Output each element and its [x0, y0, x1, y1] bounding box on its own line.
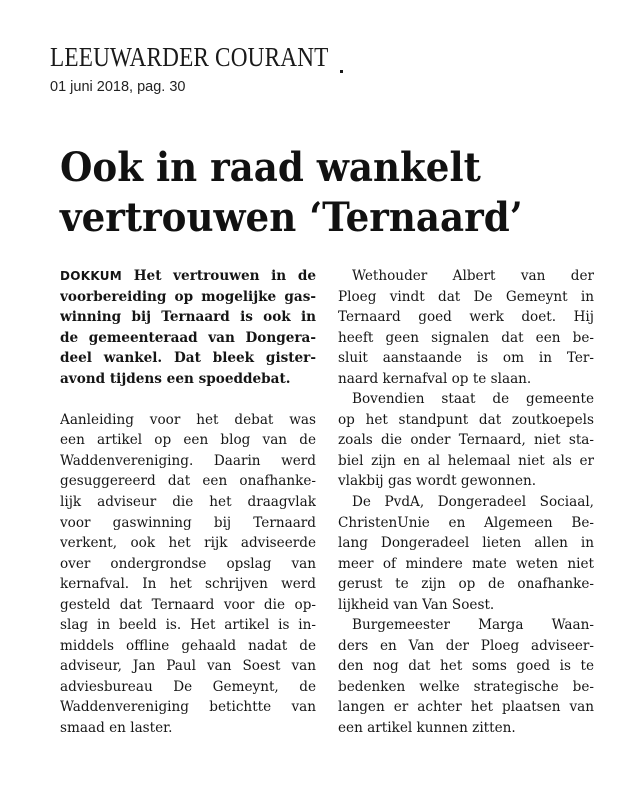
body-paragraph-2 — [338, 389, 594, 492]
article-column-right — [338, 266, 594, 739]
body-line: heeft geen signalen dat een be- — [338, 329, 594, 346]
body-line: Waddenvereniging. Daarin werd — [60, 452, 316, 469]
body-paragraph-1 — [338, 266, 594, 389]
body-line: op het standpunt dat zoutkoepels — [338, 411, 594, 428]
newspaper-masthead: LEEUWARDER COURANT — [50, 42, 329, 72]
body-paragraph-4 — [338, 615, 594, 738]
body-line: bedenken welke strategische be- — [338, 678, 594, 695]
body-line: langen er achter het plaatsen van — [338, 699, 594, 716]
body-paragraph-3 — [338, 492, 594, 615]
lead-line: deel wankel. Dat bleek gister- — [60, 350, 316, 367]
headline-line-2: vertrouwen ‘Ternaard’ — [60, 194, 523, 241]
body-line: slag in beeld is. Het artikel is in- — [60, 617, 316, 634]
article-column-left — [60, 266, 316, 739]
body-line: zoals die onder Ternaard, niet sta- — [338, 432, 594, 449]
body-line: ders en Van der Ploeg adviseer- — [338, 637, 594, 654]
body-line: vlakbij gas wordt gewonnen. — [338, 473, 537, 490]
body-line: Bovendien staat de gemeente — [352, 391, 594, 408]
publication-dateline: 01 juni 2018, pag. 30 — [50, 79, 186, 95]
body-line: Aanleiding voor het debat was — [60, 411, 316, 428]
lead-line: winning bij Ternaard is ook in — [60, 309, 316, 326]
lead-line: avond tijdens een spoeddebat. — [60, 370, 291, 387]
body-line: lijkheid van Van Soest. — [338, 596, 495, 613]
body-line: gesteld dat Ternaard voor die op- — [60, 596, 316, 613]
body-line: den nog dat het soms goed is te — [338, 658, 594, 675]
body-line: Waddenvereniging betichtte van — [60, 699, 316, 716]
article-headline — [60, 143, 620, 243]
body-line: kernafval. In het schrijven werd — [60, 576, 316, 593]
body-line: middels offline gehaald nadat de — [60, 637, 316, 654]
body-line: gerust te zijn op de onafhanke- — [338, 576, 594, 593]
body-line: sluit aanstaande is om in Ter- — [338, 350, 594, 367]
body-line: smaad en laster. — [60, 720, 173, 737]
body-line: over ondergrondse opslag van — [60, 555, 316, 572]
body-line: adviseur, Jan Paul van Soest van — [60, 658, 316, 675]
body-line: verkent, ook het rijk adviseerde — [60, 535, 316, 552]
dateline-city: DOKKUM — [60, 269, 123, 283]
body-line: adviesbureau De Gemeynt, de — [60, 678, 316, 695]
article-lead — [60, 266, 316, 389]
body-line: Ternaard goed werk doet. Hij — [338, 309, 594, 326]
body-line: Ploeg vindt dat De Gemeynt in — [338, 288, 594, 305]
lead-line: de gemeenteraad van Dongera- — [60, 329, 316, 346]
body-line: Wethouder Albert van der — [352, 268, 594, 284]
body-line: lang Dongeradeel lieten allen in — [338, 535, 594, 552]
masthead-dot — [340, 70, 343, 73]
body-line: gesuggereerd dat een onafhanke- — [60, 473, 316, 490]
body-line: lijk adviseur die het draagvlak — [60, 494, 316, 511]
body-line: een artikel op een blog van de — [60, 432, 316, 449]
body-line: een artikel kunnen zitten. — [338, 720, 516, 737]
headline-line-1: Ook in raad wankelt — [60, 144, 481, 191]
body-line: meer of mindere mate weten niet — [338, 555, 594, 572]
lead-line: voorbereiding op mogelijke gas- — [60, 288, 316, 305]
body-line: naard kernafval op te slaan. — [338, 370, 532, 387]
body-line: De PvdA, Dongeradeel Sociaal, — [352, 494, 594, 511]
body-line: ChristenUnie en Algemeen Be- — [338, 514, 594, 531]
body-line: Burgemeester Marga Waan- — [352, 617, 594, 634]
body-line: voor gaswinning bij Ternaard — [60, 514, 316, 531]
lead-line: DOKKUM Het vertrouwen in de — [60, 268, 316, 284]
body-paragraph-left — [60, 410, 316, 739]
body-line: biel zijn en al helemaal niet als er — [338, 452, 594, 469]
